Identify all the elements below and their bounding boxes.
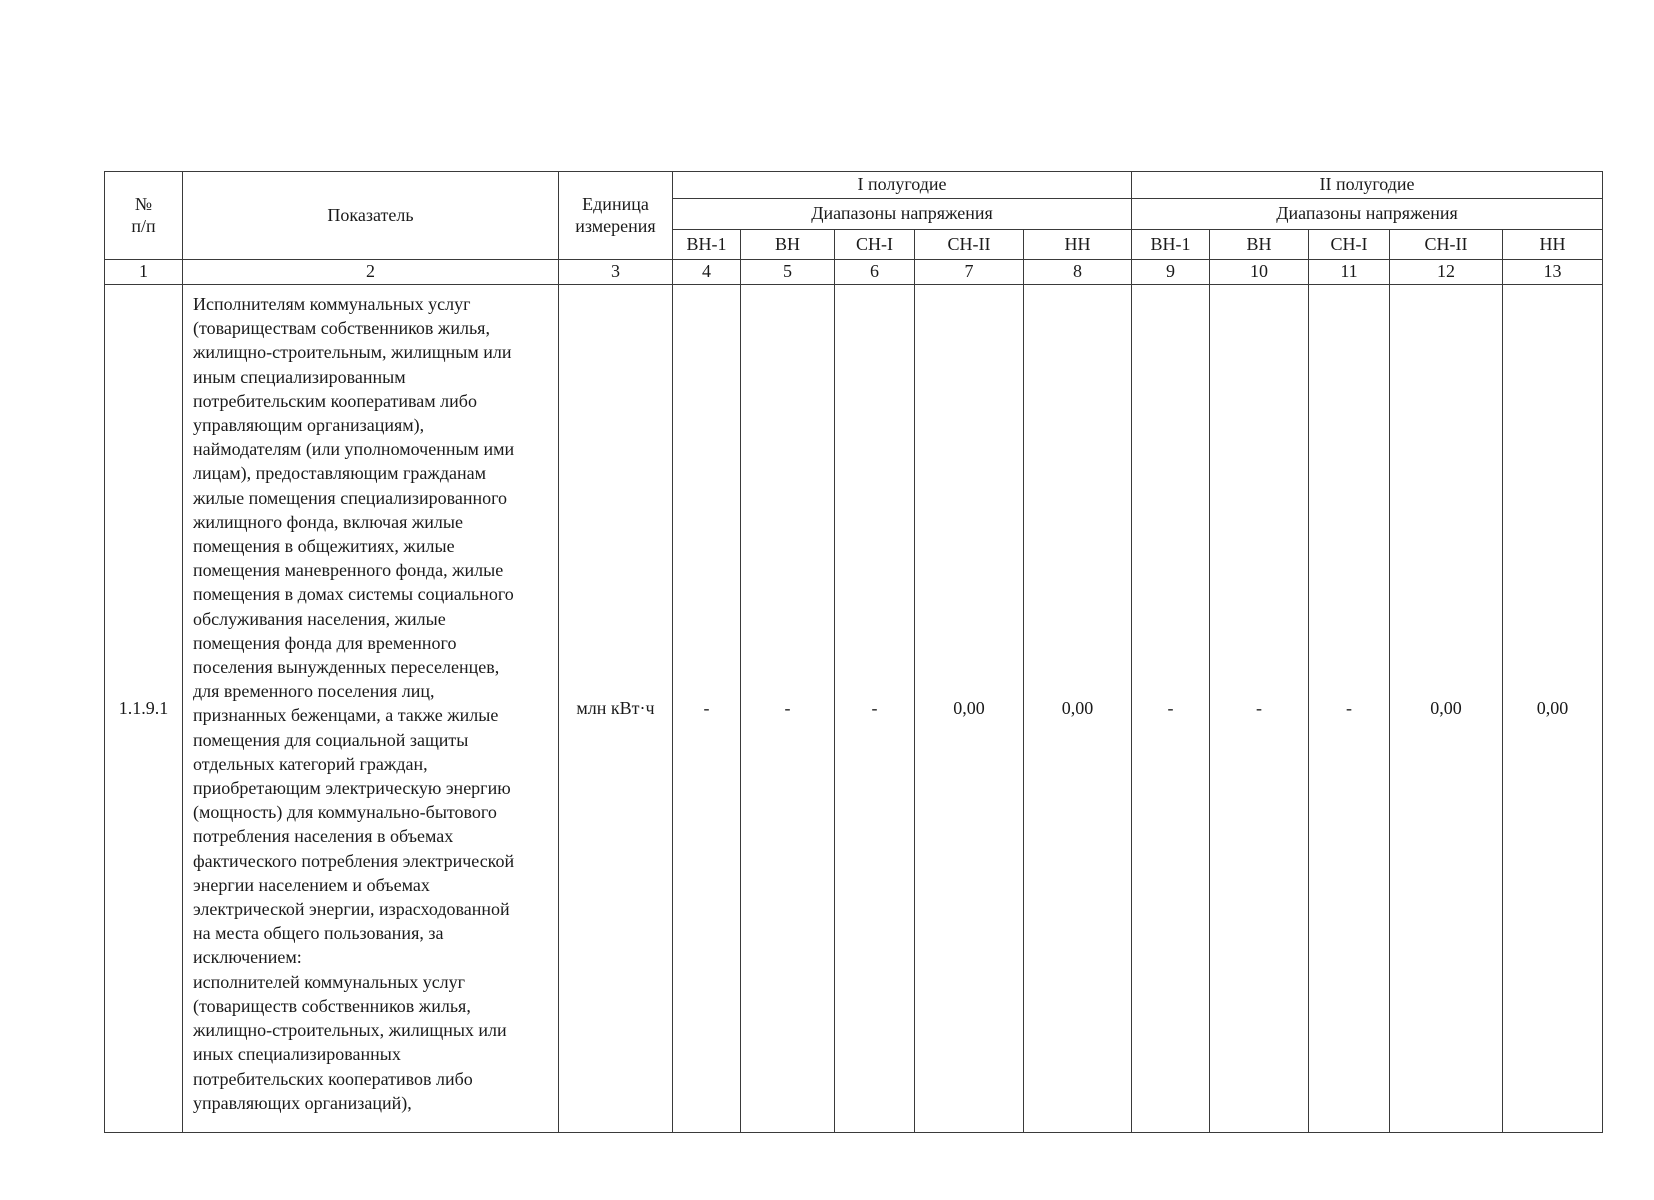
column-number: 9 bbox=[1132, 260, 1210, 285]
value-cell: - bbox=[1132, 285, 1210, 1133]
column-number: 6 bbox=[835, 260, 915, 285]
header-voltage-level: ВН-1 bbox=[1132, 230, 1210, 260]
header-voltage-level: СН-II bbox=[915, 230, 1024, 260]
header-half-2: II полугодие bbox=[1132, 172, 1603, 199]
column-number: 7 bbox=[915, 260, 1024, 285]
tariff-table bbox=[104, 171, 1603, 1133]
header-unit: Единица измерения bbox=[559, 172, 673, 260]
header-voltage-ranges-half-2: Диапазоны напряжения bbox=[1132, 199, 1603, 230]
header-indicator: Показатель bbox=[183, 172, 559, 260]
column-number: 1 bbox=[105, 260, 183, 285]
header-voltage-level: ВН bbox=[1210, 230, 1309, 260]
header-half-1: I полугодие bbox=[673, 172, 1132, 199]
value-cell: 0,00 bbox=[915, 285, 1024, 1133]
header-voltage-level: СН-II bbox=[1390, 230, 1503, 260]
header-voltage-level: СН-I bbox=[835, 230, 915, 260]
header-voltage-level: ВН bbox=[741, 230, 835, 260]
header-voltage-level: НН bbox=[1503, 230, 1603, 260]
indicator-cell bbox=[183, 285, 559, 1133]
value-cell: - bbox=[741, 285, 835, 1133]
value-cell: - bbox=[1309, 285, 1390, 1133]
column-number: 2 bbox=[183, 260, 559, 285]
value-cell: - bbox=[835, 285, 915, 1133]
table-row bbox=[105, 285, 1603, 1133]
column-number-row bbox=[105, 260, 1603, 285]
header-voltage-level: НН bbox=[1024, 230, 1132, 260]
column-number: 10 bbox=[1210, 260, 1309, 285]
header-voltage-ranges-half-1: Диапазоны напряжения bbox=[673, 199, 1132, 230]
column-number: 11 bbox=[1309, 260, 1390, 285]
header-voltage-level: ВН-1 bbox=[673, 230, 741, 260]
column-number: 13 bbox=[1503, 260, 1603, 285]
indicator-text: Исполнителям коммунальных услуг (товариществам собственников жилья, жилищно-строительным, жилищным или иным специализированным потребительским кооперативам либо управляющим организациям), наймодателям (или уполномоченным ими лицам), предоставляющим гражданам жилые помещения специализированного жилищного фонда, включая жилые помещения в общежитиях, жилые помещения маневренного фонда, жилые помещения в домах системы социального обслуживания населения, жилые помещения фонда для временного поселения вынужденных переселенцев, для временного поселения лиц, признанных беженцами, а также жилые помещения для социальной защиты отдельных категорий граждан, приобретающим электрическую энергию (мощность) для коммунально-бытового потребления населения в объемах фактического потребления электрической энергии населением и объемах электрической энергии, израсходованной на места общего пользования, за исключением: исполнителей коммунальных услуг (товариществ собственников жилья, жилищно-строительных, жилищных или иных специализированных потребительских кооперативов либо управляющих организаций), bbox=[193, 294, 515, 1113]
column-number: 8 bbox=[1024, 260, 1132, 285]
column-number: 4 bbox=[673, 260, 741, 285]
value-cell: - bbox=[673, 285, 741, 1133]
value-cell: 0,00 bbox=[1503, 285, 1603, 1133]
value-cell: 0,00 bbox=[1024, 285, 1132, 1133]
value-cell: - bbox=[1210, 285, 1309, 1133]
column-number: 12 bbox=[1390, 260, 1503, 285]
header-row-halves bbox=[105, 172, 1603, 199]
header-row-number: № п/п bbox=[105, 172, 183, 260]
row-number-cell: 1.1.9.1 bbox=[105, 285, 183, 1133]
unit-cell: млн кВт·ч bbox=[559, 285, 673, 1133]
column-number: 5 bbox=[741, 260, 835, 285]
column-number: 3 bbox=[559, 260, 673, 285]
value-cell: 0,00 bbox=[1390, 285, 1503, 1133]
header-voltage-level: СН-I bbox=[1309, 230, 1390, 260]
